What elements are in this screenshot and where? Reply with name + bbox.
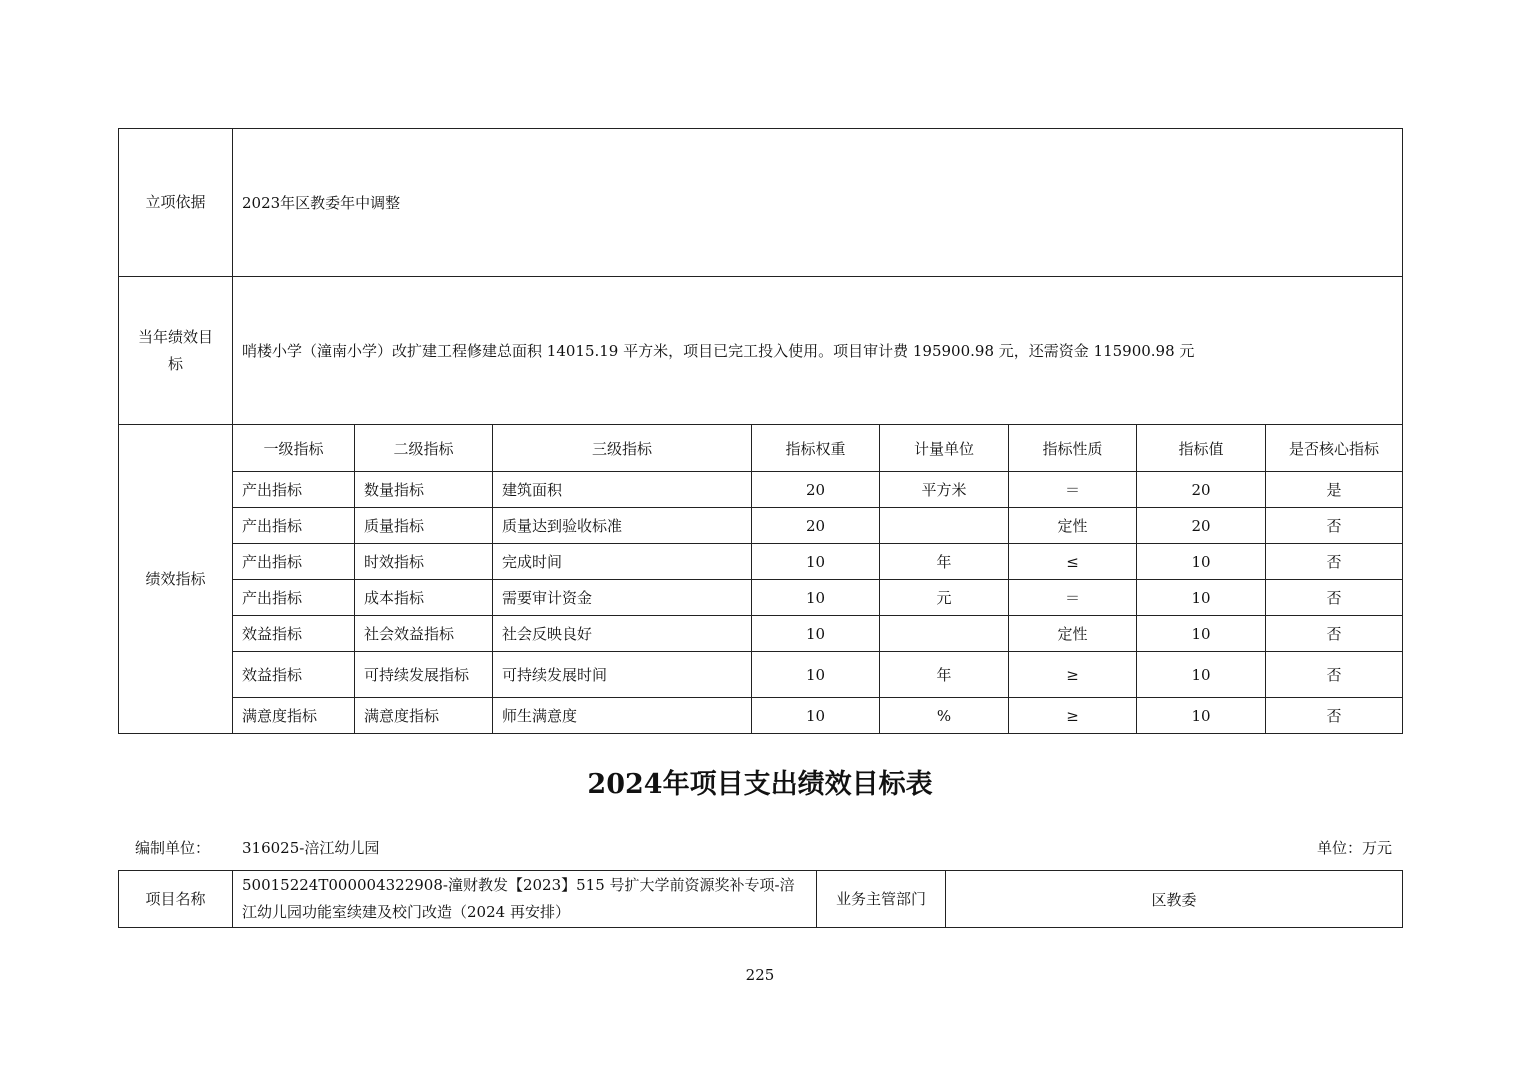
unit-cell: 年: [880, 544, 1009, 580]
weight-cell: 10: [752, 544, 880, 580]
level1-cell: 产出指标: [233, 508, 355, 544]
header-cell: 三级指标: [493, 425, 752, 472]
level1-cell: 产出指标: [233, 580, 355, 616]
level3-cell: 可持续发展时间: [493, 652, 752, 698]
core-cell: 否: [1266, 616, 1403, 652]
project-name-value: 50015224T000004322908-潼财教发【2023】515 号扩大学前资源奖补专项-涪江幼儿园功能室续建及校门改造（2024 再安排）: [233, 871, 817, 928]
weight-cell: 10: [752, 616, 880, 652]
core-cell: 否: [1266, 544, 1403, 580]
unit-cell: 年: [880, 652, 1009, 698]
value-cell: 20: [1137, 508, 1266, 544]
section-title: 2024年项目支出绩效目标表: [587, 769, 933, 800]
core-cell: 否: [1266, 508, 1403, 544]
performance-target-table: [118, 128, 1403, 734]
value-cell: 10: [1137, 698, 1266, 734]
weight-cell: 20: [752, 508, 880, 544]
basis-row: [119, 129, 1403, 277]
value-cell: 10: [1137, 580, 1266, 616]
table-row: [119, 472, 1403, 508]
nature-cell: 定性: [1009, 616, 1137, 652]
level2-cell: 社会效益指标: [355, 616, 493, 652]
unit-cell: 平方米: [880, 472, 1009, 508]
basis-text: 2023年区教委年中调整: [233, 129, 1403, 277]
unit-cell: 元: [880, 580, 1009, 616]
currency-unit: 单位：万元: [1316, 839, 1392, 857]
level3-cell: 完成时间: [493, 544, 752, 580]
header-cell: 二级指标: [355, 425, 493, 472]
table-row: [119, 508, 1403, 544]
level3-cell: 质量达到验收标准: [493, 508, 752, 544]
goal-text: 哨楼小学（潼南小学）改扩建工程修建总面积 14015.19 平方米，项目已完工投入使用。项目审计费 195900.98 元，还需资金 115900.98 元: [233, 277, 1403, 425]
project-row: [119, 871, 1403, 928]
table-row: [119, 544, 1403, 580]
nature-cell: ≥: [1009, 652, 1137, 698]
nature-cell: ＝: [1009, 580, 1137, 616]
level2-cell: 数量指标: [355, 472, 493, 508]
indicators-label: 绩效指标: [119, 425, 233, 734]
header-cell: 指标权重: [752, 425, 880, 472]
header-cell: 指标性质: [1009, 425, 1137, 472]
dept-label: 业务主管部门: [817, 871, 946, 928]
core-cell: 否: [1266, 652, 1403, 698]
weight-cell: 10: [752, 698, 880, 734]
indicator-header-row: [119, 425, 1403, 472]
table-row: [119, 698, 1403, 734]
nature-cell: ≤: [1009, 544, 1137, 580]
level3-cell: 师生满意度: [493, 698, 752, 734]
level3-cell: 社会反映良好: [493, 616, 752, 652]
dept-value: 区教委: [946, 871, 1403, 928]
table-row: [119, 616, 1403, 652]
value-cell: 10: [1137, 652, 1266, 698]
level3-cell: 建筑面积: [493, 472, 752, 508]
unit-cell: %: [880, 698, 1009, 734]
header-cell: 是否核心指标: [1266, 425, 1403, 472]
compiler-label: 编制单位：: [135, 839, 211, 857]
core-cell: 否: [1266, 698, 1403, 734]
core-cell: 否: [1266, 580, 1403, 616]
nature-cell: 定性: [1009, 508, 1137, 544]
header-cell: 一级指标: [233, 425, 355, 472]
level2-cell: 满意度指标: [355, 698, 493, 734]
value-cell: 10: [1137, 616, 1266, 652]
level2-cell: 时效指标: [355, 544, 493, 580]
header-cell: 指标值: [1137, 425, 1266, 472]
level2-cell: 成本指标: [355, 580, 493, 616]
page-number: 225: [745, 966, 775, 984]
level3-cell: 需要审计资金: [493, 580, 752, 616]
table-row: [119, 652, 1403, 698]
nature-cell: ＝: [1009, 472, 1137, 508]
value-cell: 10: [1137, 544, 1266, 580]
level1-cell: 产出指标: [233, 544, 355, 580]
goal-label: 当年绩效目标: [119, 277, 233, 425]
compiler-value: 316025-涪江幼儿园: [242, 839, 380, 857]
basis-label: 立项依据: [119, 129, 233, 277]
nature-cell: ≥: [1009, 698, 1137, 734]
level1-cell: 产出指标: [233, 472, 355, 508]
level2-cell: 可持续发展指标: [355, 652, 493, 698]
unit-cell: [880, 616, 1009, 652]
header-cell: 计量单位: [880, 425, 1009, 472]
weight-cell: 10: [752, 652, 880, 698]
table-row: [119, 580, 1403, 616]
core-cell: 是: [1266, 472, 1403, 508]
weight-cell: 10: [752, 580, 880, 616]
level2-cell: 质量指标: [355, 508, 493, 544]
goal-row: [119, 277, 1403, 425]
level1-cell: 满意度指标: [233, 698, 355, 734]
level1-cell: 效益指标: [233, 616, 355, 652]
project-name-label: 项目名称: [119, 871, 233, 928]
unit-cell: [880, 508, 1009, 544]
value-cell: 20: [1137, 472, 1266, 508]
level1-cell: 效益指标: [233, 652, 355, 698]
weight-cell: 20: [752, 472, 880, 508]
project-info-table: [118, 870, 1403, 928]
